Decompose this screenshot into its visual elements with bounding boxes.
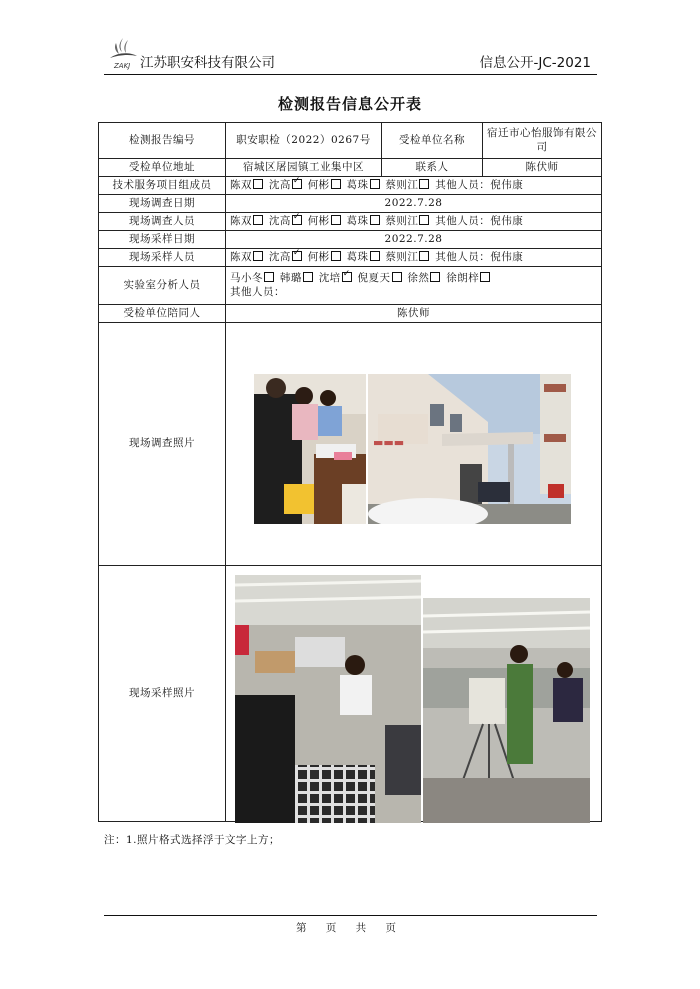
- sample-staff-label: 现场采样人员: [99, 249, 226, 267]
- survey-staff: 陈双 沈高✓ 何彬 葛珠 蔡则江 其他人员：倪伟康: [226, 213, 602, 231]
- checkbox-icon[interactable]: [430, 272, 440, 282]
- checkbox-icon[interactable]: [480, 272, 490, 282]
- lab-label: 实验室分析人员: [99, 267, 226, 305]
- survey-photo-building: [368, 374, 571, 524]
- survey-photo-office: [254, 374, 366, 524]
- survey-date-label: 现场调查日期: [99, 195, 226, 213]
- table-row: [99, 305, 602, 323]
- sample-photo-label: 现场采样照片: [99, 566, 226, 822]
- unit-name-label: 受检单位名称: [382, 123, 483, 159]
- checkbox-icon[interactable]: [419, 215, 429, 225]
- table-row: [99, 249, 602, 267]
- checkbox-icon[interactable]: [331, 215, 341, 225]
- checkbox-icon[interactable]: [331, 251, 341, 261]
- escort-value: 陈伏师: [226, 305, 602, 323]
- page-footer: 第 页 共 页: [295, 922, 404, 934]
- footnote: 注：1.照片格式选择浮于文字上方；: [104, 834, 281, 846]
- lab-other-label: 其他人员：: [230, 285, 285, 298]
- team-label: 技术服务项目组成员: [99, 177, 226, 195]
- address-value: 宿城区屠园镇工业集中区: [226, 159, 382, 177]
- svg-text:ZAKJ: ZAKJ: [114, 62, 131, 70]
- svg-text:▬▬▬: ▬▬▬: [373, 436, 405, 449]
- lab-staff: 马小冬 韩璐 沈培✓ 倪夏天 徐然 徐朗梓 其他人员：: [226, 267, 602, 305]
- team-members: 陈双 沈高✓ 何彬 葛珠 蔡则江 其他人员：倪伟康: [226, 177, 602, 195]
- checkbox-icon[interactable]: [331, 179, 341, 189]
- checkbox-icon[interactable]: [303, 272, 313, 282]
- report-no-label: 检测报告编号: [99, 123, 226, 159]
- table-row: [99, 231, 602, 249]
- survey-photo-label: 现场调查照片: [99, 323, 226, 566]
- document-code: 信息公开-JC-2021: [479, 55, 591, 71]
- checkbox-icon[interactable]: [264, 272, 274, 282]
- report-no-value: 职安职检（2022）0267号: [226, 123, 382, 159]
- checkbox-icon[interactable]: [253, 179, 263, 189]
- company-logo-icon: [106, 34, 140, 70]
- table-row: [99, 213, 602, 231]
- page-title: 检测报告信息公开表: [277, 95, 422, 113]
- survey-date-value: 2022.7.28: [226, 195, 602, 213]
- contact-label: 联系人: [382, 159, 483, 177]
- checkbox-icon[interactable]: [253, 251, 263, 261]
- sample-staff: 陈双 沈高✓ 何彬 葛珠 蔡则江 其他人员：倪伟康: [226, 249, 602, 267]
- unit-name-value: 宿迁市心怡服饰有限公司: [483, 123, 602, 159]
- table-row: [99, 195, 602, 213]
- table-row: [99, 177, 602, 195]
- page-header: [104, 34, 597, 75]
- checkbox-icon[interactable]: [419, 179, 429, 189]
- checkbox-checked-icon[interactable]: [292, 215, 302, 225]
- table-row: [99, 159, 602, 177]
- checkbox-icon[interactable]: [419, 251, 429, 261]
- checkbox-checked-icon[interactable]: [342, 272, 352, 282]
- survey-staff-label: 现场调查人员: [99, 213, 226, 231]
- sample-date-label: 现场采样日期: [99, 231, 226, 249]
- table-row: [99, 123, 602, 159]
- contact-value: 陈伏师: [483, 159, 602, 177]
- checkbox-checked-icon[interactable]: [292, 251, 302, 261]
- sample-photo-workshop: [235, 575, 421, 823]
- table-row: [99, 267, 602, 305]
- checkbox-icon[interactable]: [370, 251, 380, 261]
- company-name: 江苏职安科技有限公司: [140, 55, 275, 71]
- checkbox-icon[interactable]: [370, 215, 380, 225]
- address-label: 受检单位地址: [99, 159, 226, 177]
- checkbox-checked-icon[interactable]: [292, 179, 302, 189]
- sample-photo-sampler: [423, 598, 590, 823]
- checkbox-icon[interactable]: [392, 272, 402, 282]
- escort-label: 受检单位陪同人: [99, 305, 226, 323]
- checkbox-icon[interactable]: [253, 215, 263, 225]
- checkbox-icon[interactable]: [370, 179, 380, 189]
- sample-date-value: 2022.7.28: [226, 231, 602, 249]
- footer-divider: [104, 915, 597, 916]
